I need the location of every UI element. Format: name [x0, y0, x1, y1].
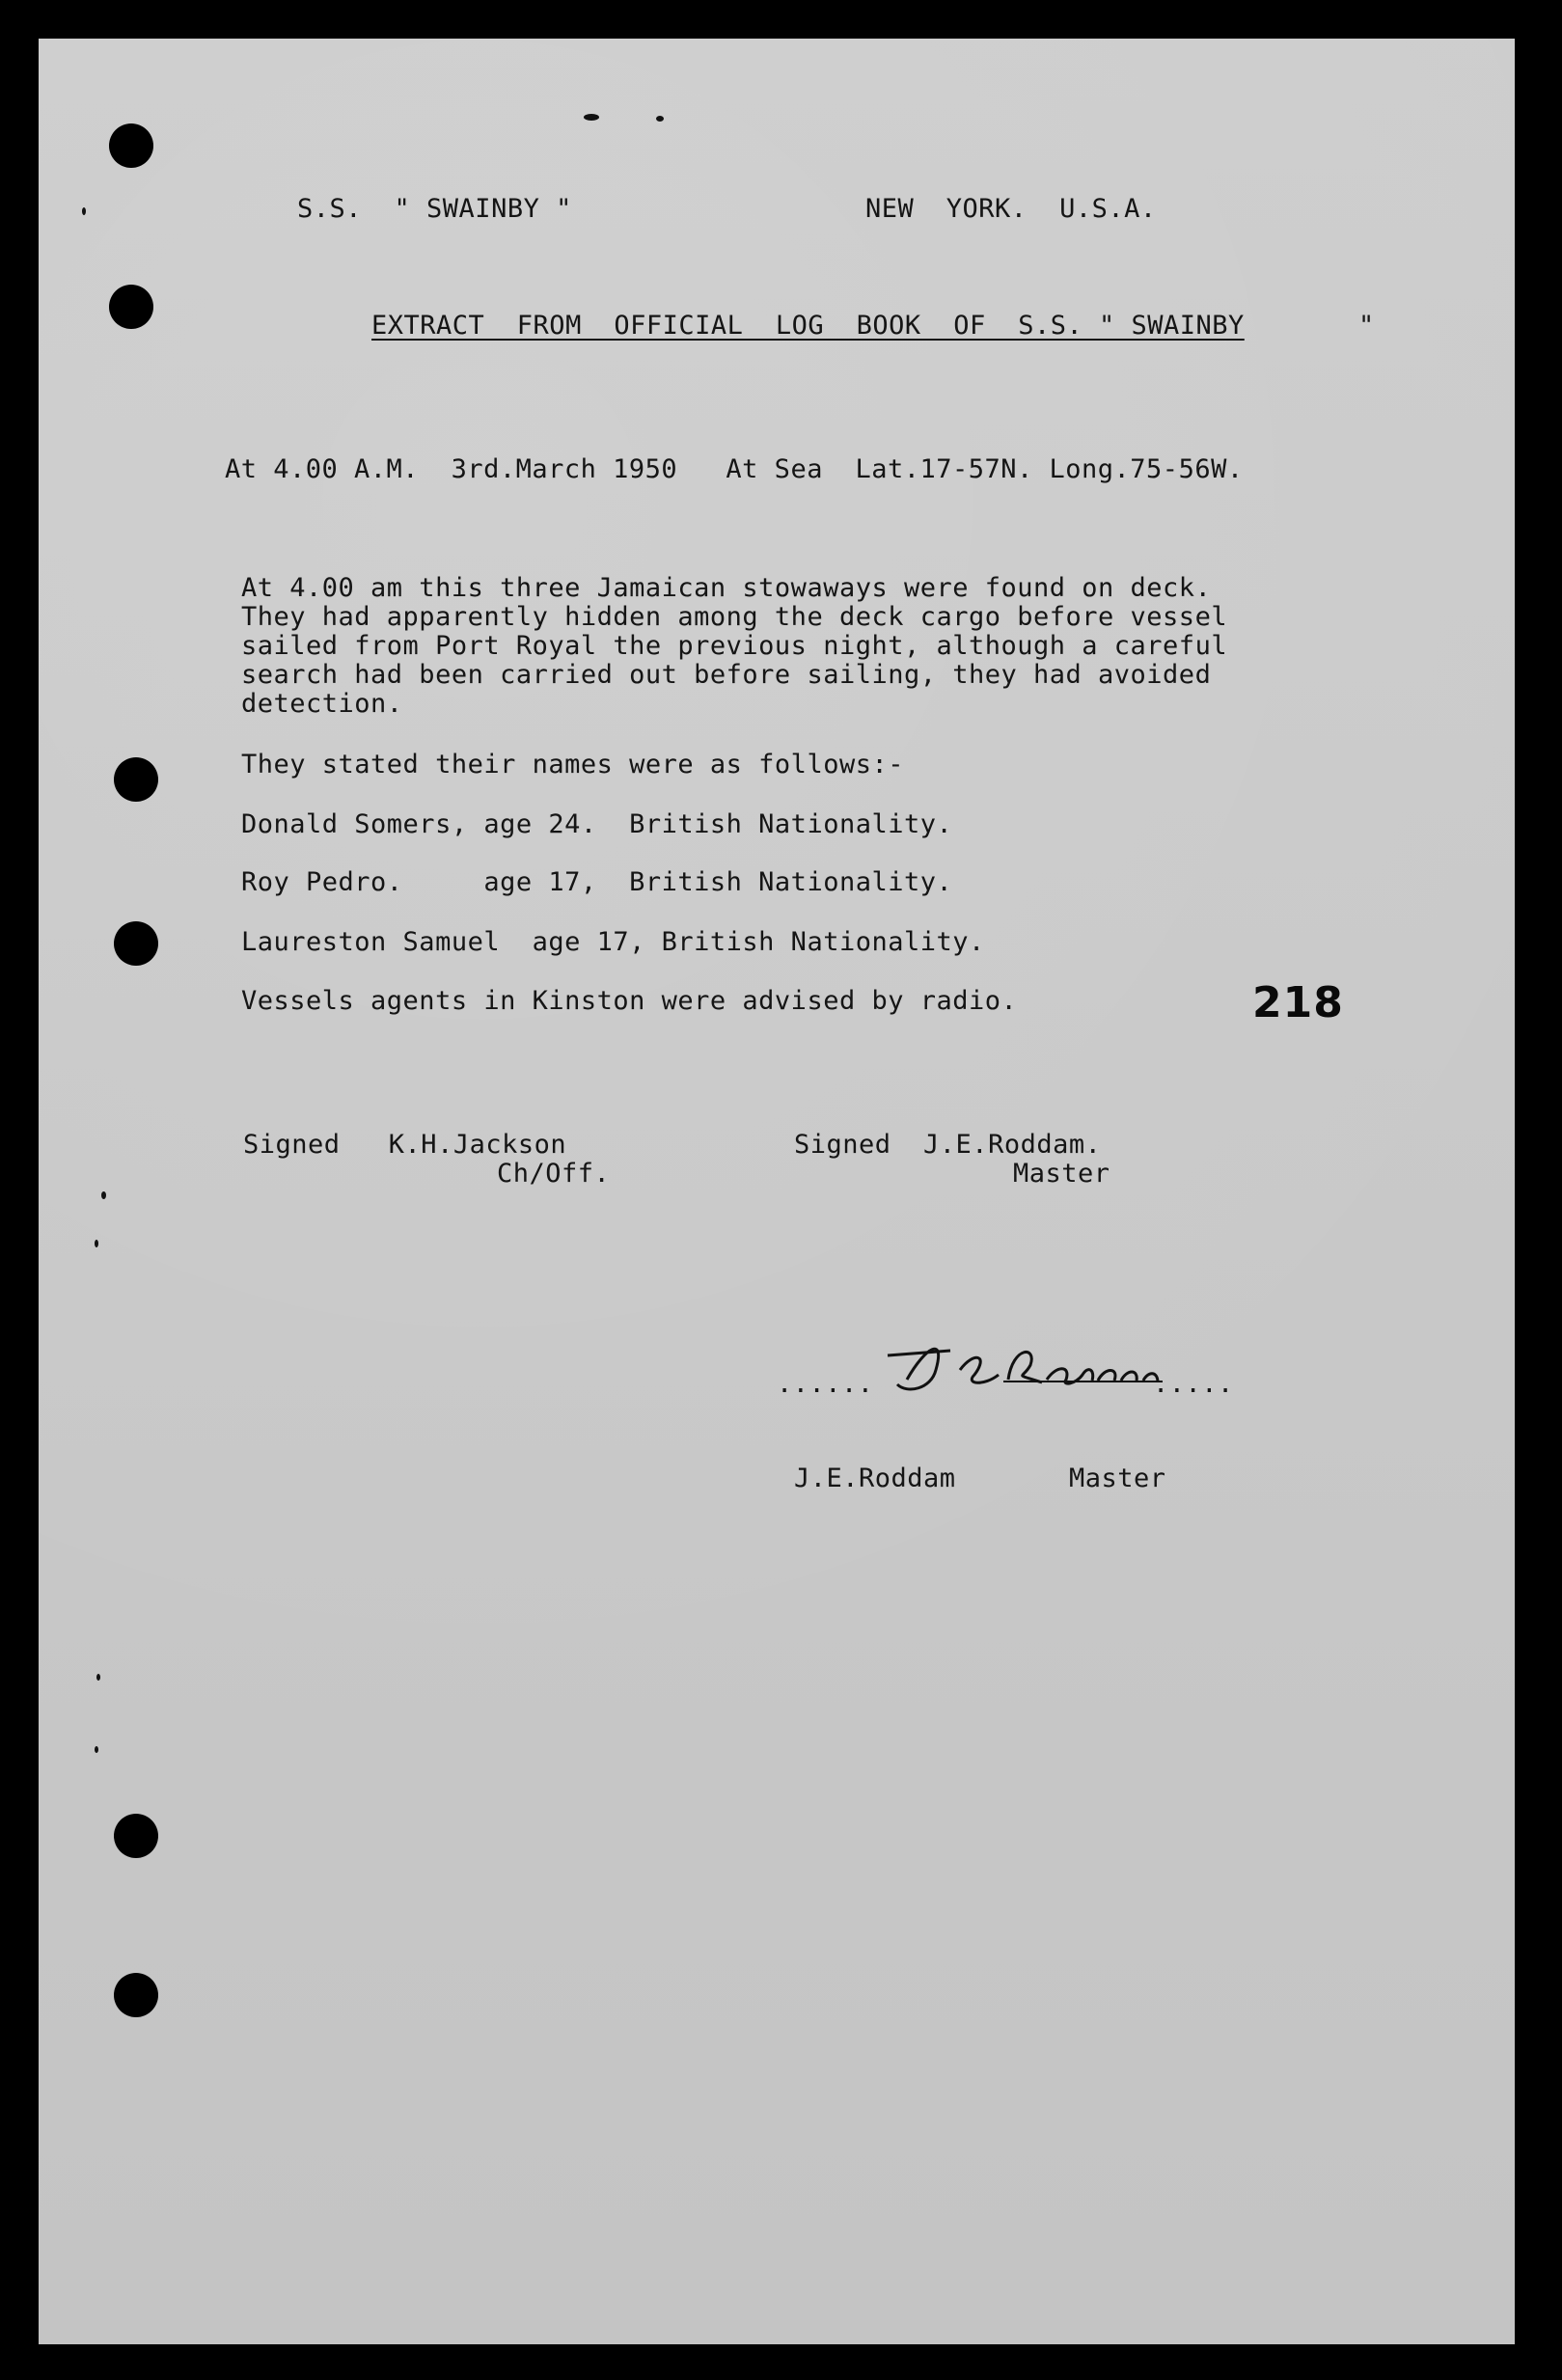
person-entry: Laureston Samuel age 17, British Nationality. — [241, 927, 985, 957]
speck — [95, 1240, 98, 1247]
incident-paragraph — [241, 574, 1389, 719]
document-title-end: " — [1358, 311, 1375, 341]
punch-hole — [114, 921, 158, 966]
punch-hole — [114, 1814, 158, 1858]
ship-name: S.S. " SWAINBY " — [297, 194, 572, 224]
speck — [82, 207, 86, 215]
paragraph-line: search had been carried out before sailing, they had avoided — [241, 660, 1212, 690]
signature-right-title: Master — [1013, 1159, 1110, 1189]
names-intro: They stated their names were as follows:- — [241, 750, 904, 780]
handwritten-signature — [868, 1327, 1177, 1404]
document-page — [39, 39, 1515, 2344]
document-title: EXTRACT FROM OFFICIAL LOG BOOK OF S.S. " SWAINBY — [371, 311, 1245, 341]
port-location: NEW YORK. U.S.A. — [865, 194, 1157, 224]
punch-hole — [114, 1973, 158, 2017]
paragraph-line: sailed from Port Royal the previous night, although a careful — [241, 631, 1228, 661]
punch-hole — [114, 757, 158, 802]
punch-hole — [109, 123, 153, 168]
speck — [101, 1191, 106, 1199]
typed-signature-name: J.E.Roddam — [794, 1464, 956, 1493]
punch-hole — [109, 285, 153, 329]
signature-left: Signed K.H.Jackson — [243, 1130, 567, 1160]
speck — [95, 1746, 98, 1753]
agents-note: Vessels agents in Kinston were advised by radio. — [241, 986, 1018, 1016]
speck — [96, 1674, 100, 1681]
page-number: 218 — [1252, 978, 1344, 1027]
signature-dots-right: ..... — [1153, 1369, 1234, 1399]
speck — [584, 114, 599, 121]
log-entry-line: At 4.00 A.M. 3rd.March 1950 At Sea Lat.17-57N. Long.75-56W. — [225, 454, 1244, 484]
paragraph-line: detection. — [241, 689, 403, 719]
signature-dots-left: ...... — [777, 1369, 874, 1399]
paragraph-line: They had apparently hidden among the deck cargo before vessel — [241, 602, 1228, 632]
signature-left-title: Ch/Off. — [497, 1159, 611, 1189]
person-entry: Roy Pedro. age 17, British Nationality. — [241, 867, 953, 897]
typed-signature-title: Master — [1069, 1464, 1166, 1493]
person-entry: Donald Somers, age 24. British Nationality. — [241, 809, 953, 839]
paragraph-line: At 4.00 am this three Jamaican stowaways were found on deck. — [241, 573, 1212, 603]
speck — [656, 116, 664, 122]
signature-right: Signed J.E.Roddam. — [794, 1130, 1102, 1160]
